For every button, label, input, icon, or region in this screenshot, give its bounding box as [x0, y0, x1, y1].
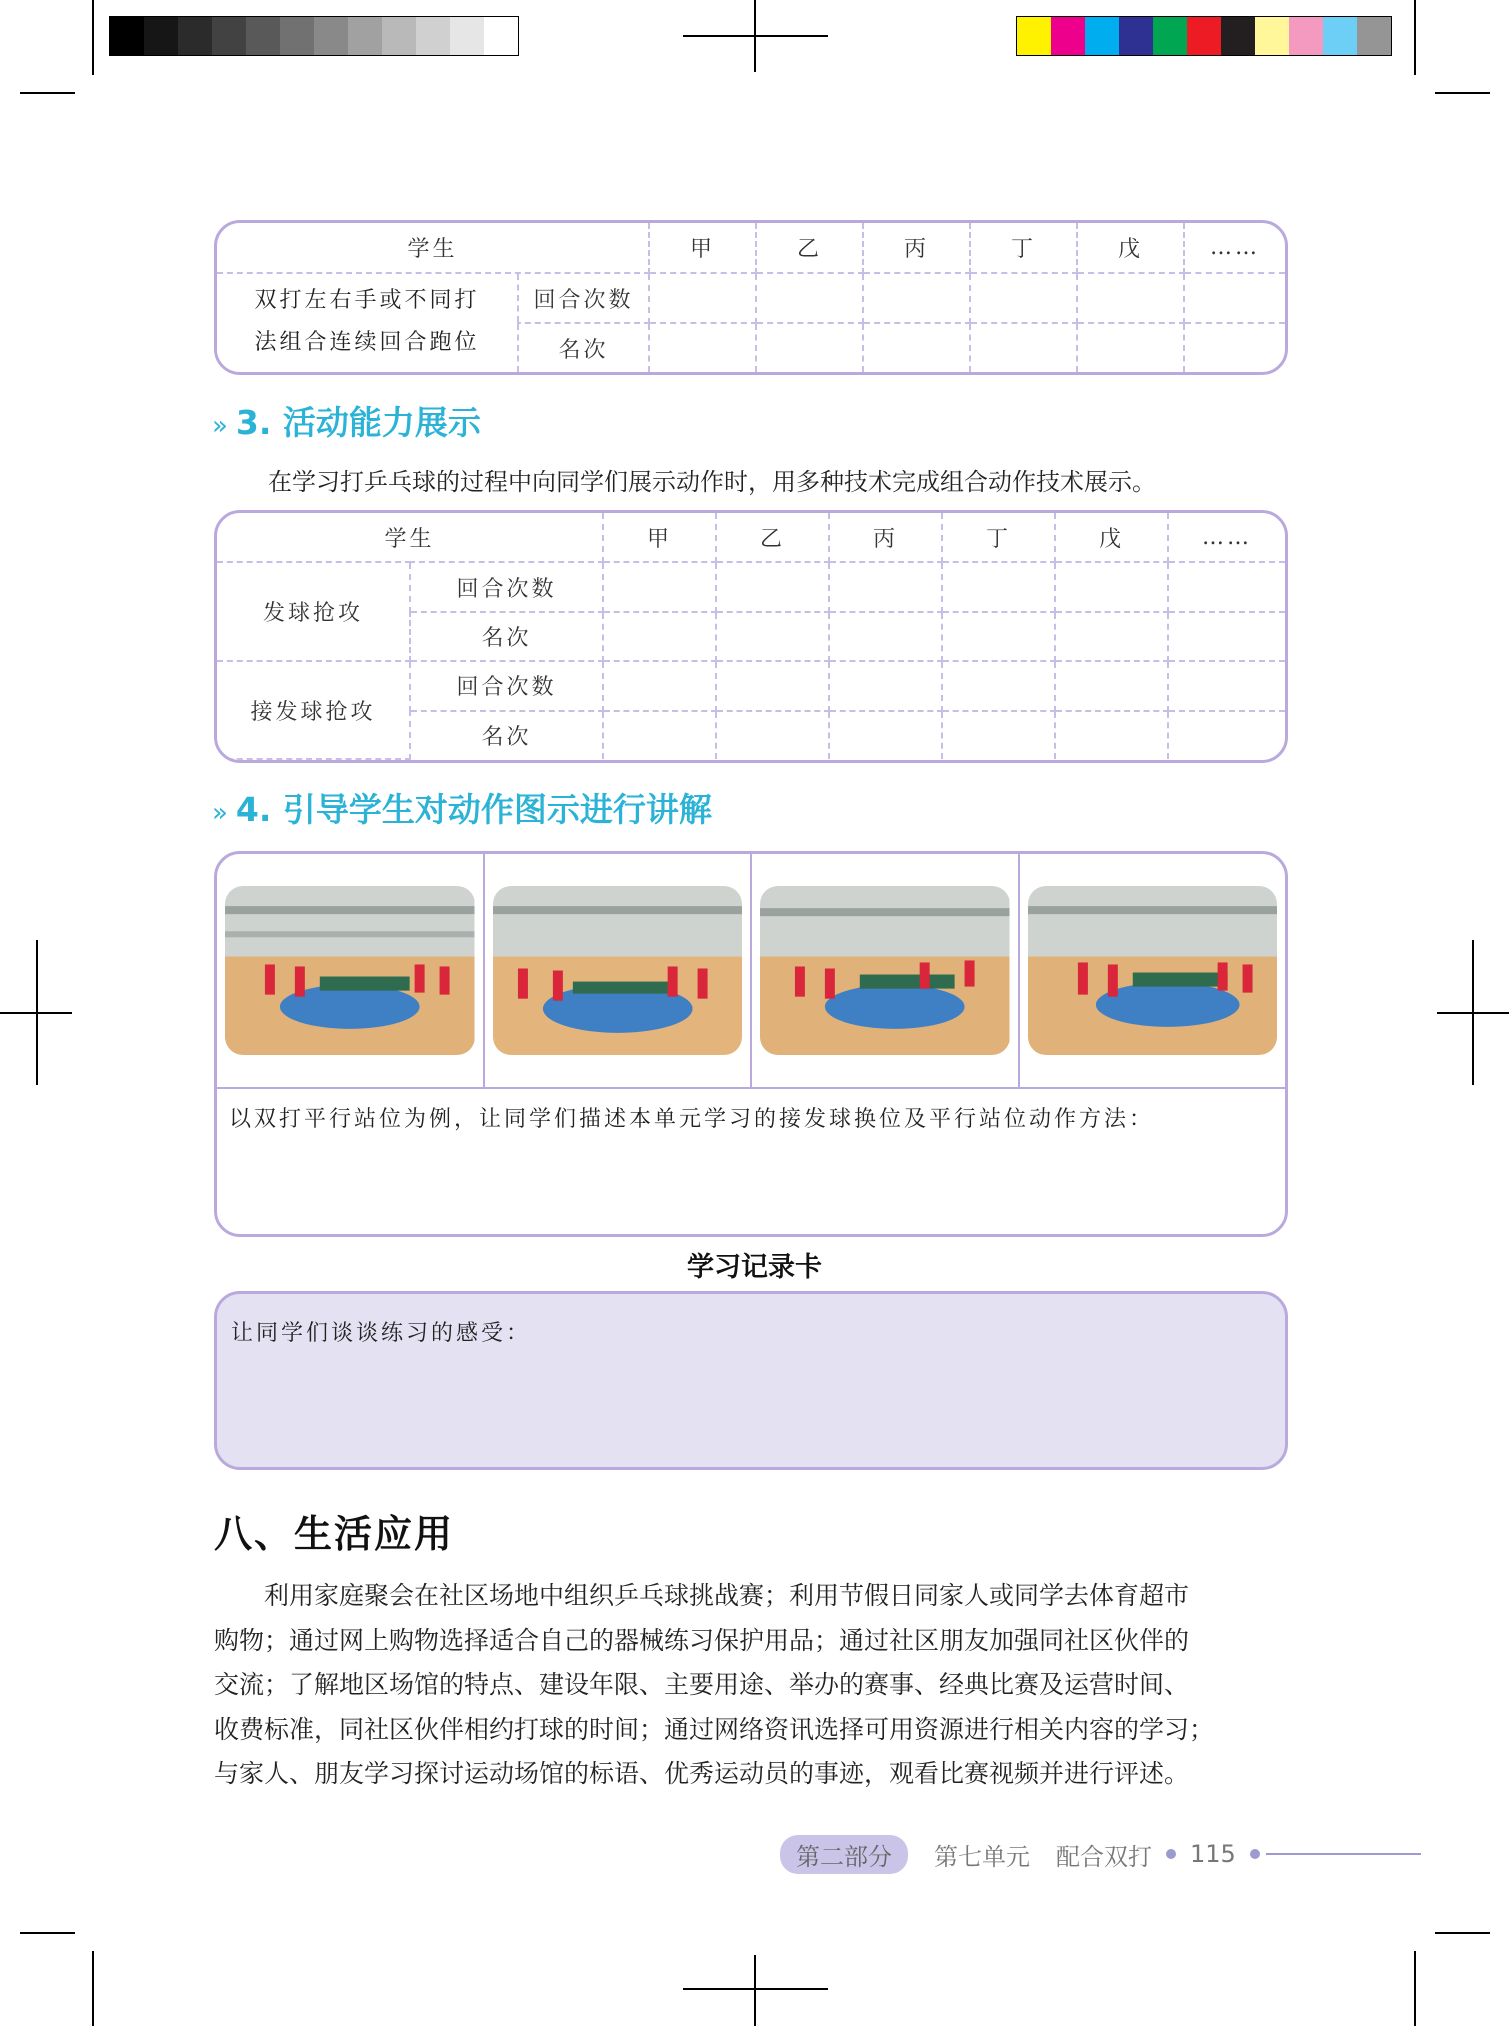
crop-mark: [754, 1955, 756, 2026]
body-line: 购物；通过网上购物选择适合自己的器械练习保护用品；通过社区朋友加强同社区伙伴的: [214, 1625, 1190, 1655]
row-label-rounds: 回合次数: [533, 287, 634, 313]
group-label-line1: 双打左右手或不同打: [254, 288, 480, 313]
footer-dot-icon: [1250, 1849, 1260, 1859]
row-label-rounds: 回合次数: [410, 661, 603, 710]
section-3-heading: [212, 397, 481, 444]
crop-mark: [20, 92, 75, 94]
data-cell[interactable]: [716, 612, 829, 661]
header-ding: 丁: [942, 513, 1055, 562]
footer-dot-icon: [1166, 1849, 1176, 1859]
data-cell[interactable]: [1184, 273, 1285, 323]
crop-mark: [1414, 0, 1416, 75]
body-line: 交流；了解地区场馆的特点、建设年限、主要用途、举办的赛事、经典比赛及运营时间、: [214, 1670, 1190, 1699]
data-cell[interactable]: [829, 711, 942, 759]
page-footer: [780, 1836, 1421, 1872]
record-card[interactable]: [214, 1291, 1288, 1470]
data-cell[interactable]: [942, 711, 1055, 759]
data-cell[interactable]: [1055, 661, 1168, 710]
group-label-line2: 法组合连续回合跑位: [254, 330, 480, 355]
footer-rule: [1266, 1853, 1421, 1855]
data-cell[interactable]: [649, 273, 756, 323]
page-number: 115: [1190, 1840, 1236, 1868]
data-cell[interactable]: [603, 612, 716, 661]
table-tennis-photo-1: [225, 886, 475, 1055]
body-line: 与家人、朋友学习探讨运动场馆的标语、优秀运动员的事迹，观看比赛视频并进行评述。: [214, 1759, 1190, 1788]
crop-mark: [1435, 92, 1490, 94]
crop-mark: [683, 35, 828, 37]
data-cell[interactable]: [1055, 711, 1168, 759]
crop-mark: [1437, 1012, 1509, 1014]
header-jia: 甲: [649, 223, 756, 273]
record-card-title: 学习记录卡: [687, 1252, 822, 1283]
section-4-heading: [212, 784, 712, 831]
photo-cell: [217, 854, 485, 1087]
header-student: 学生: [217, 223, 649, 273]
row-label-rank: 名次: [558, 337, 609, 363]
row-label-rank: 名次: [410, 612, 603, 661]
crop-mark: [1435, 1932, 1490, 1934]
photo-cell: [485, 854, 753, 1087]
data-cell[interactable]: [716, 711, 829, 759]
footer-topic: 配合双打: [1056, 1842, 1152, 1871]
data-cell[interactable]: [649, 323, 756, 372]
data-cell[interactable]: [970, 323, 1077, 372]
crop-mark: [0, 1012, 72, 1014]
section-8-heading: 八、生活应用: [214, 1511, 455, 1556]
color-calibration-bar: [1016, 16, 1392, 56]
data-cell[interactable]: [829, 661, 942, 710]
data-cell[interactable]: [1077, 273, 1184, 323]
data-cell[interactable]: [829, 562, 942, 611]
section-3-title: 3. 活动能力展示: [235, 403, 481, 442]
footer-part: 第二部分: [780, 1835, 908, 1874]
body-line: 利用家庭聚会在社区场地中组织乒乓球挑战赛；利用节假日同家人或同学去体育超市: [214, 1581, 1190, 1610]
crop-mark: [20, 1932, 75, 1934]
header-wu: 戊: [1055, 513, 1168, 562]
table-tennis-photo-4: [1028, 886, 1278, 1055]
chevron-right-icon: »: [212, 798, 228, 828]
photo-cell: [1020, 854, 1286, 1087]
skill-display-table: [214, 510, 1288, 763]
data-cell[interactable]: [1168, 711, 1285, 759]
header-student: 学生: [217, 513, 603, 562]
crop-mark: [92, 1951, 94, 2026]
group-label-receive-attack: 接发球抢攻: [217, 661, 410, 759]
header-wu: 戊: [1077, 223, 1184, 273]
crop-mark: [92, 0, 94, 75]
photo-row: [217, 854, 1285, 1089]
data-cell[interactable]: [756, 273, 863, 323]
data-cell[interactable]: [829, 612, 942, 661]
group-label: [217, 274, 517, 370]
section-8-body: [214, 1574, 1284, 1797]
header-jia: 甲: [603, 513, 716, 562]
data-cell[interactable]: [603, 661, 716, 710]
data-cell[interactable]: [716, 661, 829, 710]
data-cell[interactable]: [942, 612, 1055, 661]
group-label-serve-attack: 发球抢攻: [217, 562, 410, 661]
data-cell[interactable]: [942, 562, 1055, 611]
photo-cell: [752, 854, 1020, 1087]
data-cell[interactable]: [863, 273, 970, 323]
body-line: 收费标准，同社区伙伴相约打球的时间；通过网络资讯选择可用资源进行相关内容的学习；: [214, 1714, 1215, 1744]
table-tennis-photo-3: [760, 886, 1010, 1055]
header-ellipsis: ……: [1184, 223, 1285, 273]
data-cell[interactable]: [603, 711, 716, 759]
data-cell[interactable]: [942, 661, 1055, 710]
header-yi: 乙: [716, 513, 829, 562]
row-label-rank: 名次: [410, 711, 603, 759]
record-card-prompt: 让同学们谈谈练习的感受：: [231, 1321, 532, 1346]
header-yi: 乙: [756, 223, 863, 273]
crop-mark: [1414, 1951, 1416, 2026]
data-cell[interactable]: [1055, 612, 1168, 661]
data-cell[interactable]: [603, 562, 716, 611]
header-ding: 丁: [970, 223, 1077, 273]
data-cell[interactable]: [756, 323, 863, 372]
data-cell[interactable]: [1168, 661, 1285, 710]
header-bing: 丙: [863, 223, 970, 273]
data-cell[interactable]: [1168, 562, 1285, 611]
action-photo-panel: [214, 851, 1288, 1237]
data-cell[interactable]: [970, 273, 1077, 323]
data-cell[interactable]: [1184, 323, 1285, 372]
header-bing: 丙: [829, 513, 942, 562]
chevron-right-icon: »: [212, 411, 228, 441]
data-cell[interactable]: [1168, 612, 1285, 661]
header-ellipsis: ……: [1168, 513, 1285, 562]
data-cell[interactable]: [716, 562, 829, 611]
data-cell[interactable]: [1055, 562, 1168, 611]
row-label-rounds: 回合次数: [410, 562, 603, 611]
data-cell[interactable]: [863, 323, 970, 372]
grayscale-calibration-bar: [109, 16, 519, 56]
crop-mark: [683, 1988, 828, 1990]
table-tennis-photo-2: [493, 886, 743, 1055]
section-3-intro: 在学习打乒乓球的过程中向同学们展示动作时，用多种技术完成组合动作技术展示。: [268, 468, 1156, 496]
footer-unit: 第七单元: [934, 1842, 1030, 1871]
section-4-prompt: 以双打平行站位为例，让同学们描述本单元学习的接发球换位及平行站位动作方法：: [229, 1107, 1155, 1132]
data-cell[interactable]: [1077, 323, 1184, 372]
doubles-running-table: [214, 220, 1288, 375]
section-4-title: 4. 引导学生对动作图示进行讲解: [235, 790, 712, 829]
